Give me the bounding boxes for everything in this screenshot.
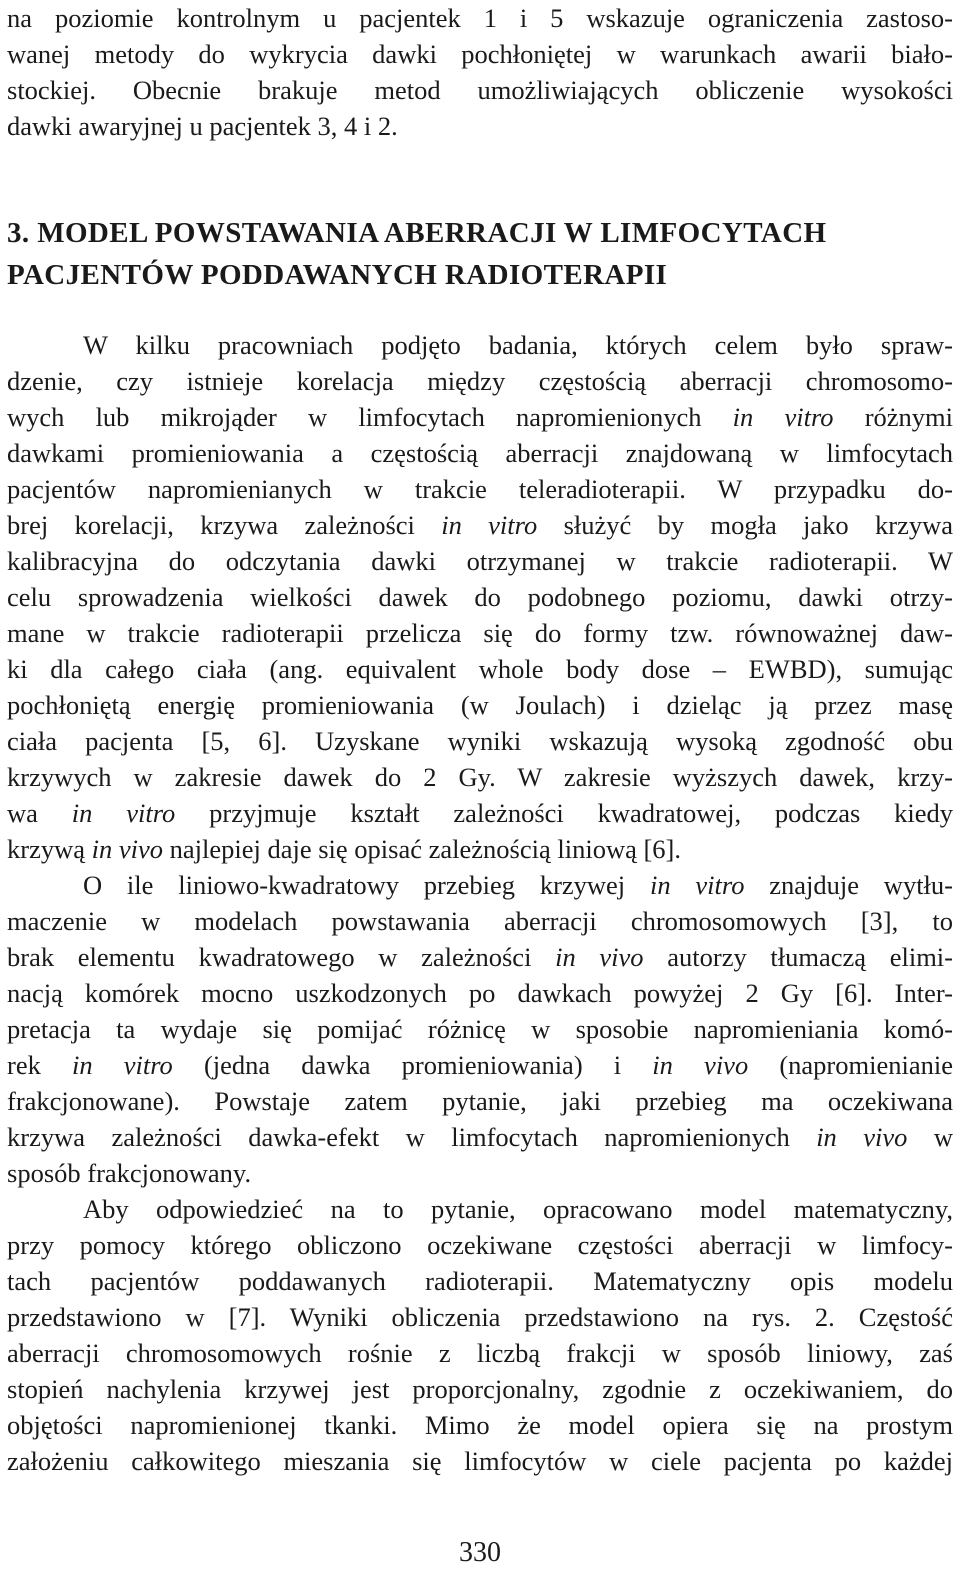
section-heading-line: 3. MODEL POWSTAWANIA ABERRACJI W LIMFOCYTACH <box>7 217 827 249</box>
text-line: rek in vitro (jedna dawka promieniowania) i in vivo (napromienianie <box>7 1050 953 1080</box>
text-line: założeniu całkowitego mieszania się limfocytów w ciele pacjenta po każdej <box>7 1446 953 1476</box>
text-line: brak elementu kwadratowego w zależności in vivo autorzy tłumaczą elimi- <box>7 942 953 972</box>
text-line: nacją komórek mocno uszkodzonych po dawkach powyżej 2 Gy [6]. Inter- <box>7 978 953 1008</box>
text-line: dzenie, czy istnieje korelacja między częstością aberracji chromosomo- <box>7 366 953 396</box>
text-line: pacjentów napromienianych w trakcie teleradioterapii. W przypadku do- <box>7 474 953 504</box>
text-line: tach pacjentów poddawanych radioterapii. Matematyczny opis modelu <box>7 1266 953 1296</box>
paragraph-1 <box>7 327 953 867</box>
page-number: 330 <box>459 1537 501 1568</box>
text-line: sposób frakcjonowany. <box>7 1158 252 1188</box>
text-line: wanej metody do wykrycia dawki pochłoniętej w warunkach awarii biało- <box>7 39 953 69</box>
text-line: maczenie w modelach powstawania aberracji chromosomowych [3], to <box>7 906 953 936</box>
text-line: frakcjonowane). Powstaje zatem pytanie, jaki przebieg ma oczekiwana <box>7 1086 953 1116</box>
text-line: krzywa zależności dawka-efekt w limfocytach napromienionych in vivo w <box>7 1122 954 1152</box>
text-line: pochłoniętą energię promieniowania (w Joulach) i dzieląc ją przez masę <box>7 690 953 720</box>
text-line: przy pomocy którego obliczono oczekiwane częstości aberracji w limfocy- <box>7 1230 953 1260</box>
text-line: stockiej. Obecnie brakuje metod umożliwiających obliczenie wysokości <box>7 75 953 105</box>
section-heading <box>7 212 953 296</box>
paragraph-2 <box>7 867 953 1191</box>
text-line: na poziomie kontrolnym u pacjentek 1 i 5 wskazuje ograniczenia zastoso- <box>7 3 953 33</box>
intro-paragraph <box>7 0 953 144</box>
text-line: krzywych w zakresie dawek do 2 Gy. W zakresie wyższych dawek, krzy- <box>7 762 953 792</box>
text-line: mane w trakcie radioterapii przelicza się do formy tzw. równoważnej daw- <box>7 618 953 648</box>
text-line: ki dla całego ciała (ang. equivalent whole body dose – EWBD), sumując <box>7 654 953 684</box>
text-line: przedstawiono w [7]. Wyniki obliczenia przedstawiono na rys. 2. Częstość <box>7 1302 953 1332</box>
text-line: W kilku pracowniach podjęto badania, których celem było spraw- <box>83 330 953 360</box>
text-line: objętości napromienionej tkanki. Mimo że model opiera się na prostym <box>7 1410 953 1440</box>
text-line: stopień nachylenia krzywej jest proporcjonalny, zgodnie z oczekiwaniem, do <box>7 1374 953 1404</box>
section-heading-line: PACJENTÓW PODDAWANYCH RADIOTERAPII <box>7 259 668 291</box>
text-line: brej korelacji, krzywa zależności in vitro służyć by mogła jako krzywa <box>7 510 953 540</box>
text-line: O ile liniowo-kwadratowy przebieg krzywej in vitro znajduje wytłu- <box>83 870 953 900</box>
text-line: krzywą in vivo najlepiej daje się opisać zależnością liniową [6]. <box>7 834 682 864</box>
text-line: wa in vitro przyjmuje kształt zależności kwadratowej, podczas kiedy <box>7 798 953 828</box>
text-line: dawkami promieniowania a częstością aberracji znajdowaną w limfocytach <box>7 438 953 468</box>
text-line: pretacja ta wydaje się pomijać różnicę w sposobie napromieniania komó- <box>7 1014 953 1044</box>
text-line: wych lub mikrojąder w limfocytach napromienionych in vitro różnymi <box>7 402 954 432</box>
text-line: kalibracyjna do odczytania dawki otrzymanej w trakcie radioterapii. W <box>7 546 953 576</box>
paragraph-3 <box>7 1191 953 1479</box>
text-line: aberracji chromosomowych rośnie z liczbą frakcji w sposób liniowy, zaś <box>7 1338 953 1368</box>
text-line: dawki awaryjnej u pacjentek 3, 4 i 2. <box>7 111 398 141</box>
text-line: Aby odpowiedzieć na to pytanie, opracowano model matematyczny, <box>83 1194 953 1224</box>
text-line: ciała pacjenta [5, 6]. Uzyskane wyniki wskazują wysoką zgodność obu <box>7 726 953 756</box>
text-line: celu sprowadzenia wielkości dawek do podobnego poziomu, dawki otrzy- <box>7 582 953 612</box>
